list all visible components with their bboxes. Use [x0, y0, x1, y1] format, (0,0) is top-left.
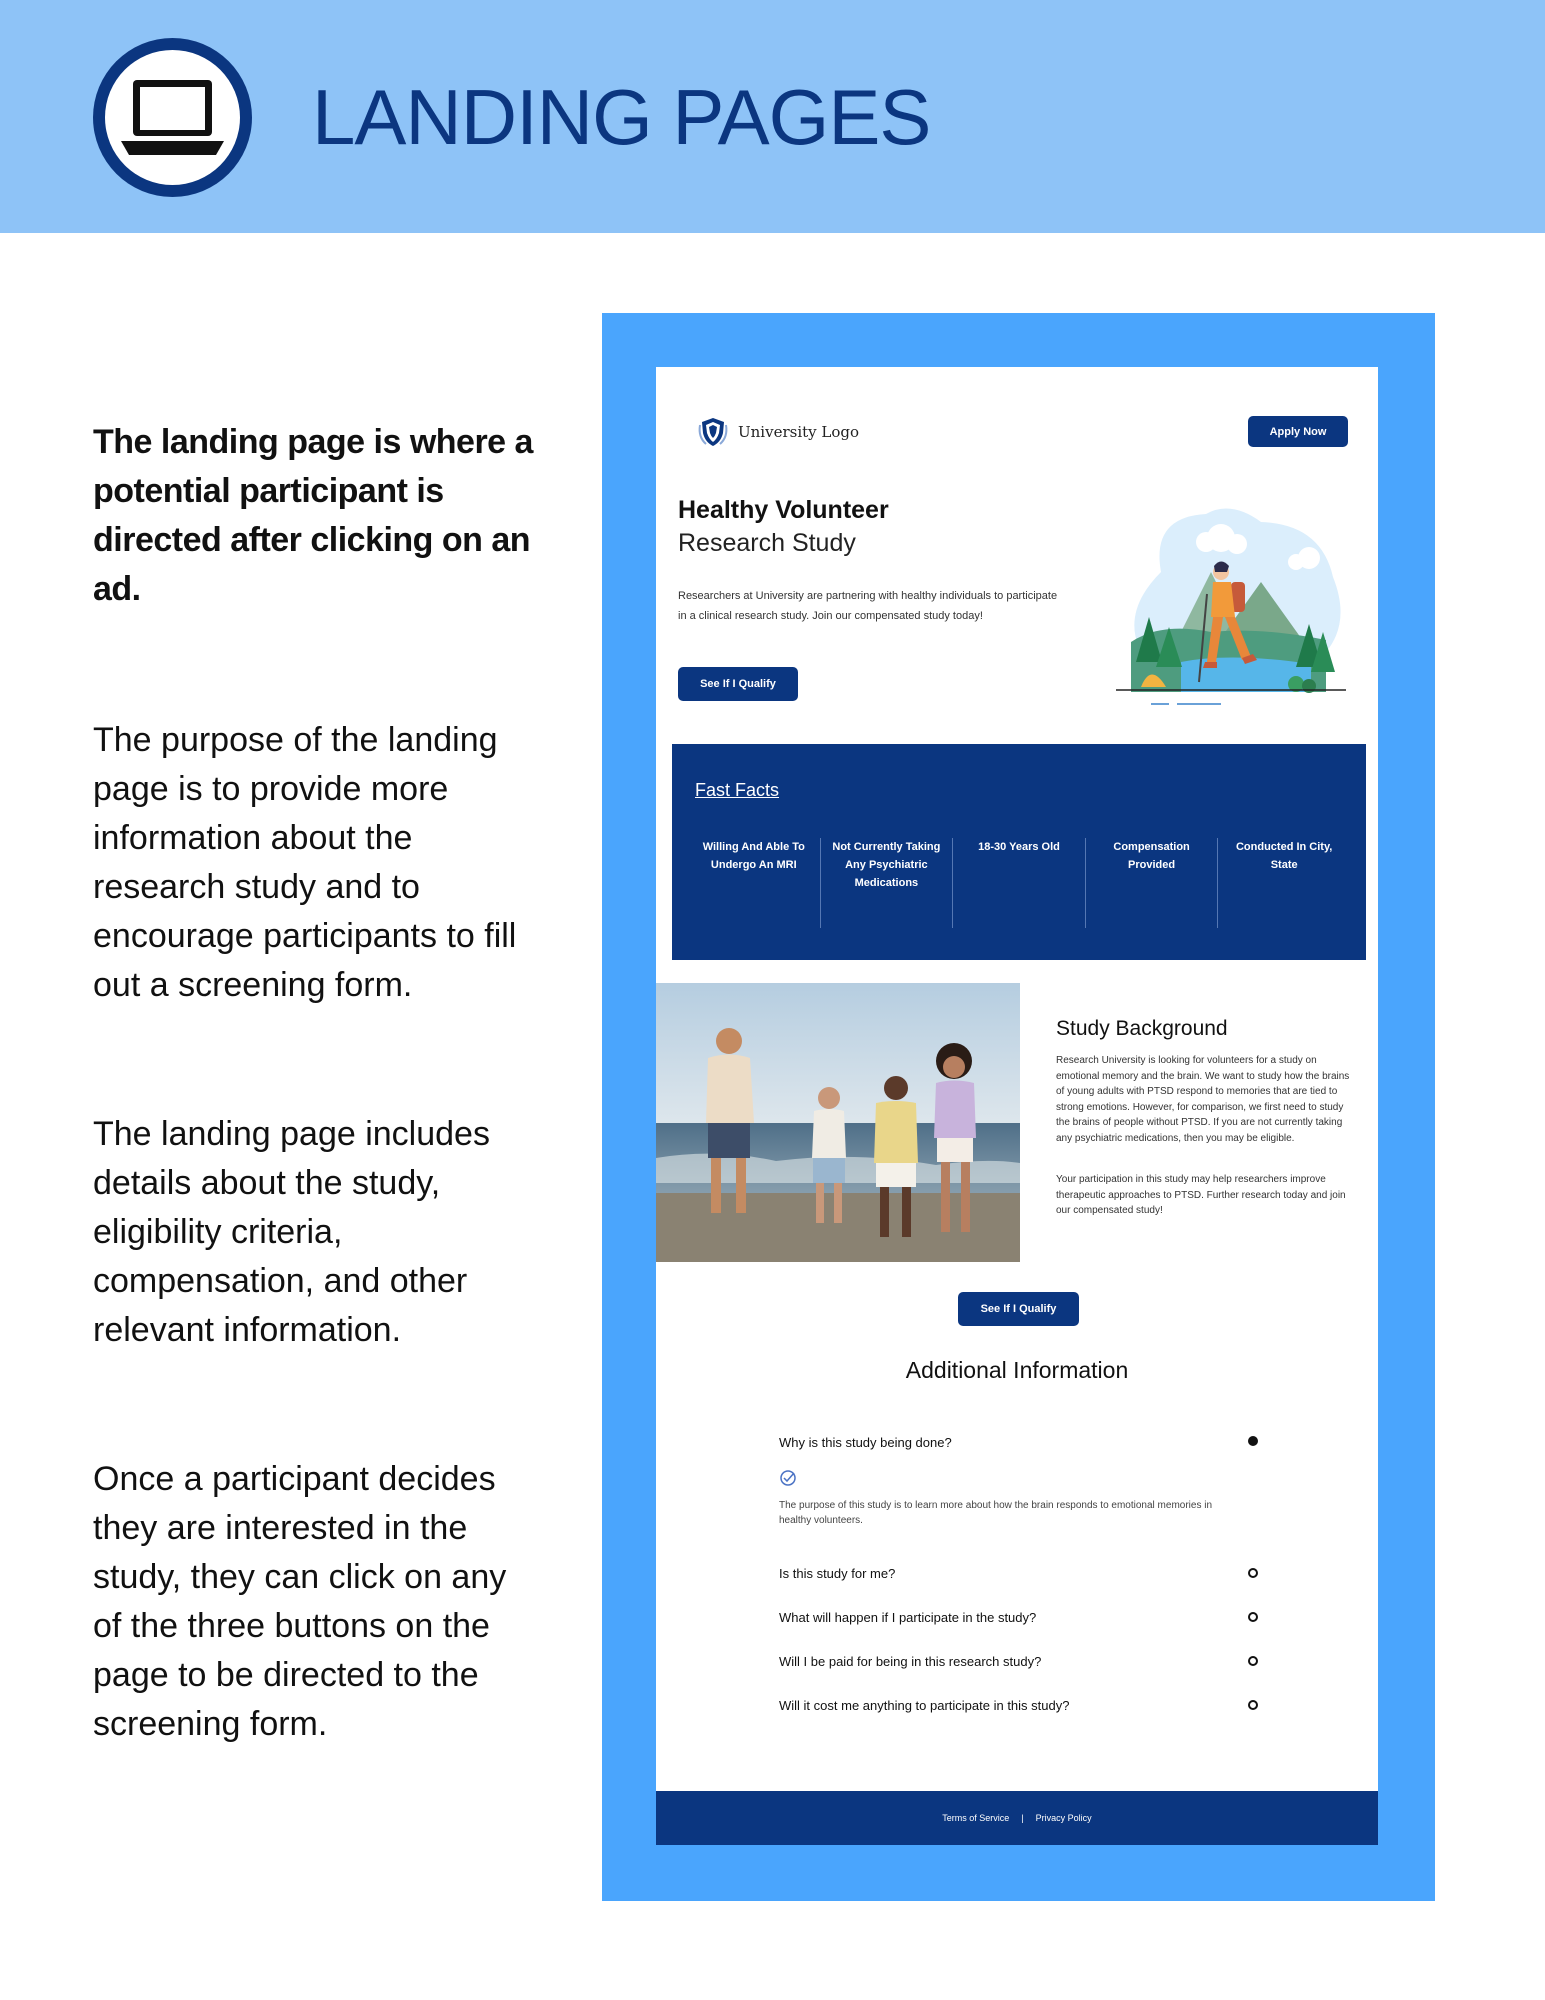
landing-page-mockup: [656, 367, 1378, 1845]
fast-facts-list: [688, 838, 1350, 928]
faq-question[interactable]: What will happen if I participate in the study?: [779, 1610, 1037, 1625]
collapse-toggle-icon[interactable]: [1248, 1436, 1258, 1446]
intro-paragraph-3: The landing page includes details about the study, eligibility criteria, compensation, and other relevant information.: [93, 1115, 490, 1349]
mockup-frame: [602, 313, 1435, 1901]
study-background-title: Study Background: [1056, 1017, 1228, 1040]
footer: [656, 1791, 1378, 1845]
expand-toggle-icon[interactable]: [1248, 1612, 1258, 1622]
fact-item: 18-30 Years Old: [952, 838, 1085, 928]
intro-paragraph-1: The landing page is where a potential participant is directed after clicking on an ad.: [93, 423, 533, 608]
fact-item: Not Currently Taking Any Psychiatric Medications: [820, 838, 953, 928]
terms-of-service-link[interactable]: Terms of Service: [942, 1813, 1010, 1823]
header-band: [0, 0, 1545, 233]
additional-information-title: Additional Information: [905, 1357, 1129, 1383]
expand-toggle-icon[interactable]: [1248, 1568, 1258, 1578]
fast-facts-section: [672, 744, 1366, 960]
university-logo[interactable]: [696, 415, 859, 449]
intro-paragraph-2: The purpose of the landing page is to provide more information about the research study and to encourage participants to fill out a screening form.: [93, 721, 517, 1004]
fact-item: Willing And Able To Undergo An MRI: [702, 841, 805, 871]
fast-facts-title[interactable]: Fast Facts: [695, 780, 780, 800]
hero-subtitle: Research Study: [678, 529, 856, 557]
faq-question[interactable]: Will I be paid for being in this research study?: [779, 1654, 1042, 1669]
expand-toggle-icon[interactable]: [1248, 1700, 1258, 1710]
footer-separator: |: [1021, 1813, 1024, 1823]
faq-answer: The purpose of this study is to learn more about how the brain responds to emotional memories in healthy volunteers.: [779, 1500, 1213, 1526]
hiker-illustration: [1111, 502, 1351, 717]
intro-paragraph-4: Once a participant decides they are interested in the study, they can click on any of the three buttons on the page to be directed to the screening form.: [93, 1460, 507, 1743]
page-title: LANDING PAGES: [312, 73, 931, 161]
expand-toggle-icon[interactable]: [1248, 1656, 1258, 1666]
hero-description: Researchers at University are partnering with healthy individuals to participate in a clinical research study. Join our compensated study today!: [678, 590, 1058, 622]
check-circle-icon: [779, 1469, 797, 1487]
apply-now-button[interactable]: Apply Now: [1248, 416, 1348, 447]
faq-question[interactable]: Will it cost me anything to participate in this study?: [779, 1698, 1070, 1713]
logo-text: University Logo: [738, 423, 860, 441]
see-if-i-qualify-button[interactable]: See If I Qualify: [678, 667, 798, 701]
shield-icon: [696, 415, 730, 449]
fact-item: Conducted In City, State: [1217, 838, 1350, 928]
faq-question[interactable]: Is this study for me?: [779, 1566, 896, 1581]
faq-question[interactable]: Why is this study being done?: [779, 1435, 952, 1450]
volunteers-photo: [656, 983, 1020, 1262]
study-background-text-2: Your participation in this study may help researchers improve therapeutic approaches to PTSD. Further research today and join our compensated study!: [1056, 1174, 1346, 1217]
hero-title: Healthy Volunteer: [678, 496, 889, 524]
fact-item: Compensation Provided: [1085, 838, 1218, 928]
laptop-icon: [93, 38, 252, 197]
see-if-i-qualify-button-2[interactable]: See If I Qualify: [958, 1292, 1079, 1326]
study-background-text: Research University is looking for volunteers for a study on emotional memory and the brain. We want to study how the brains of young adults with PTSD respond to memories that are tied to strong emotions. However, for comparison, we first need to study the brains of people without PTSD. If you are not currently taking any psychiatric medications, then you may be eligible.: [1056, 1055, 1350, 1144]
privacy-policy-link[interactable]: Privacy Policy: [1035, 1813, 1092, 1823]
